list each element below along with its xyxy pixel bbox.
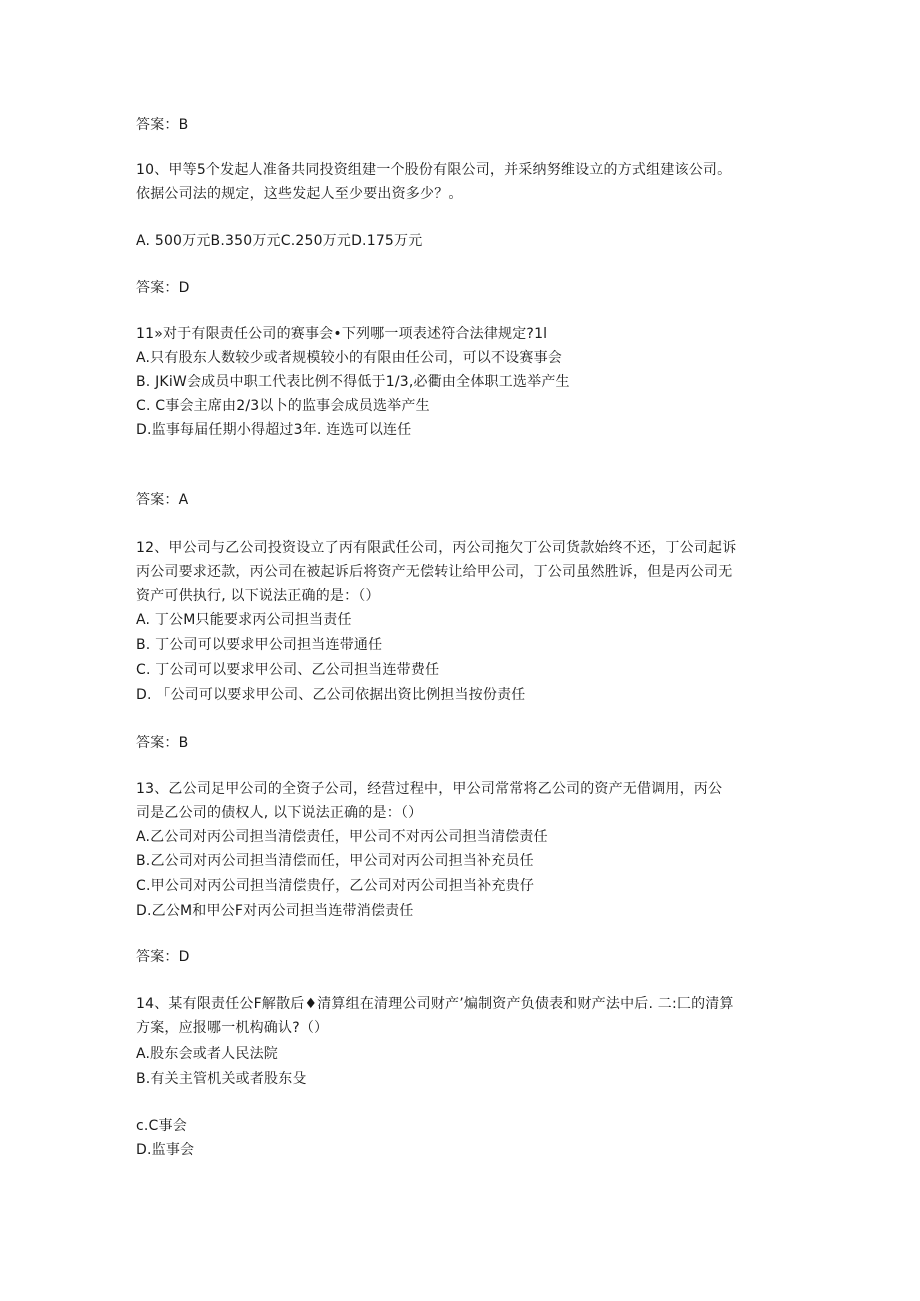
- question-12-option-b: B. 丁公司可以要求甲公司担当连带通任: [136, 637, 383, 653]
- question-14-line-1: 14、某有限责任公F解散后♦清算组在清理公司财产’煸制资产负债表和财产法中后. 二:匚的清算: [136, 996, 734, 1012]
- question-12-line-3: 资产可供执行, 以下说法正确的是：（）: [136, 588, 380, 604]
- question-11-option-b: B. JKiW会成员中职工代表比例不得低于1/3,必衢由全体职工选举产生: [136, 374, 570, 390]
- question-14-option-b: B.有关主管机关或者股东殳: [136, 1071, 307, 1087]
- answer-12: 答案：B: [136, 735, 189, 751]
- question-10-line-1: 10、甲等5个发起人准备共同投资组建一个股份有限公司，并采纳努维设立的方式组建该公司。: [136, 162, 732, 178]
- question-13-option-b: B.乙公司对丙公司担当清偿而任，甲公司对丙公司担当补充员任: [136, 853, 534, 869]
- answer-11: 答案：A: [136, 492, 189, 508]
- question-14-option-c: c.C事会: [136, 1118, 187, 1134]
- question-12-option-c: C. 丁公司可以要求甲公司、乙公司担当连带费任: [136, 662, 440, 678]
- answer-9: 答案：B: [136, 117, 189, 133]
- answer-13: 答案：D: [136, 949, 190, 965]
- question-14-line-2: 方案，应报哪一机构确认?（）: [136, 1020, 329, 1036]
- question-11-line-1: 11»对于有限责任公司的赛事会•下列哪一项表述符合法律规定?1l: [136, 326, 548, 342]
- question-13-option-c: C.甲公司对丙公司担当清偿贵仔，乙公司对丙公司担当补充贵仔: [136, 878, 535, 894]
- question-13-option-a: A.乙公司对丙公司担当清偿责任，甲公司不对丙公司担当清偿责任: [136, 829, 548, 845]
- question-12-option-a: A. 丁公M只能要求丙公司担当责任: [136, 612, 352, 628]
- question-11-option-d: D.监事每届任期小得超过3年. 连选可以连任: [136, 422, 412, 438]
- answer-10: 答案：D: [136, 280, 190, 296]
- question-10-line-2: 依据公司法的规定，这些发起人至少要出资多少？。: [136, 186, 463, 202]
- question-12-line-1: 12、甲公司与乙公司投资设立了丙有限武任公司，丙公司拖欠丁公司货款始终不还，丁公司起诉: [136, 540, 737, 556]
- question-11-option-a: A.只有股东人数较少或者规模较小的有限由任公司，可以不设赛事会: [136, 350, 562, 366]
- question-14-option-a: A.股东会或者人民法院: [136, 1046, 278, 1062]
- question-10-options: A. 500万元B.350万元C.250万元D.175万元: [136, 233, 423, 249]
- question-13-option-d: D.乙公M和甲公F对丙公司担当连带消偿责任: [136, 903, 414, 919]
- question-12-option-d: D. 「公司可以要求甲公司、乙公司依据出资比例担当按份责任: [136, 687, 526, 703]
- question-11-option-c: C. C事会主席由2/3以卜的监事会成员选举产生: [136, 398, 430, 414]
- question-14-option-d: D.监事会: [136, 1142, 195, 1158]
- question-12-line-2: 丙公司要求还款，丙公司在被起诉后将资产无偿转让给甲公司，丁公司虽然胜诉，但是丙公司无: [136, 564, 733, 580]
- question-13-line-2: 司是乙公司的债权人, 以下说法正确的是：（）: [136, 805, 423, 821]
- question-13-line-1: 13、乙公司足甲公司的全资子公司，经营过程中，甲公司常常将乙公司的资产无借调用，丙公: [136, 781, 723, 797]
